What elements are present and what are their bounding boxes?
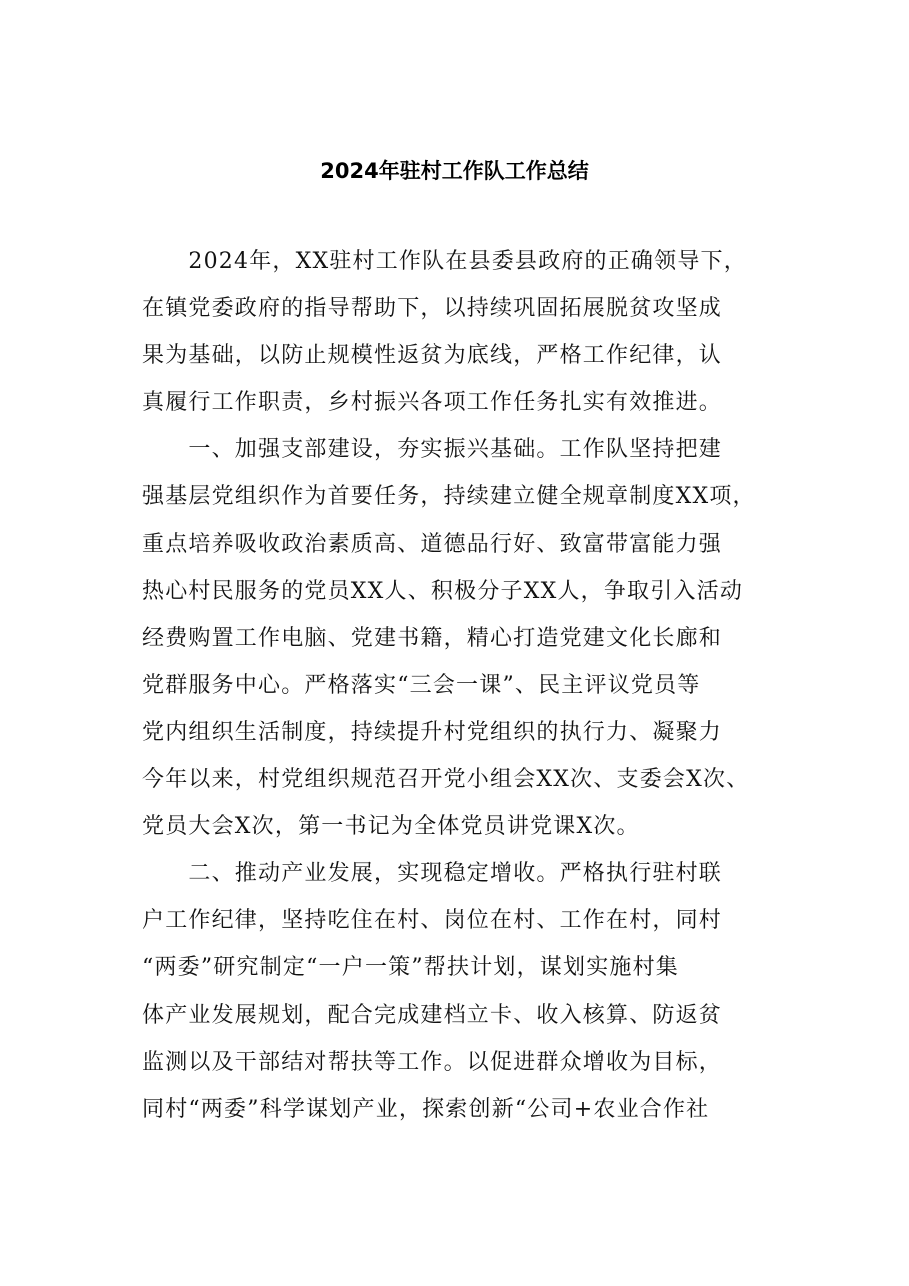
text-line: 重点培养吸收政治素质高、道德品行好、致富带富能力强	[142, 531, 723, 557]
text-line: 体产业发展规划，配合完成建档立卡、收入核算、防返贫	[142, 1002, 723, 1028]
text-line: 在镇党委政府的指导帮助下，以持续巩固拓展脱贫攻坚成	[142, 296, 723, 322]
text-line: 党内组织生活制度，持续提升村党组织的执行力、凝聚力	[142, 719, 723, 745]
text-line: 二、推动产业发展，实现稳定增收。严格执行驻村联	[142, 861, 723, 887]
document-title: 2024年驻村工作队工作总结	[320, 159, 589, 183]
text-line: 2024年，XX驻村工作队在县委县政府的正确领导下，	[142, 249, 747, 274]
text-line: 党员大会X次，第一书记为全体党员讲党课X次。	[142, 814, 640, 840]
text-line: 热心村民服务的党员XX人、积极分子XX人，争取引入活动	[142, 578, 744, 604]
document-body	[142, 238, 782, 1133]
text-line: 今年以来，村党组织规范召开党小组会XX次、支委会X次、	[142, 767, 750, 793]
text-line: 同村“两委”科学谋划产业，探索创新“公司+农业合作社	[142, 1096, 710, 1122]
text-line: “两委”研究制定“一户一策”帮扶计划，谋划实施村集	[142, 955, 679, 981]
text-line: 强基层党组织作为首要任务，持续建立健全规章制度XX项，	[142, 484, 756, 510]
text-line: 一、加强支部建设，夯实振兴基础。工作队坚持把建	[142, 437, 723, 463]
text-line: 户工作纪律，坚持吃住在村、岗位在村、工作在村，同村	[142, 908, 723, 934]
text-line: 监测以及干部结对帮扶等工作。以促进群众增收为目标，	[142, 1049, 723, 1075]
text-line: 党群服务中心。严格落实“三会一课”、民主评议党员等	[142, 672, 701, 698]
text-line: 经费购置工作电脑、党建书籍，精心打造党建文化长廊和	[142, 625, 723, 651]
text-line: 真履行工作职责，乡村振兴各项工作任务扎实有效推进。	[142, 390, 723, 416]
text-line: 果为基础，以防止规模性返贫为底线，严格工作纪律，认	[142, 343, 723, 369]
